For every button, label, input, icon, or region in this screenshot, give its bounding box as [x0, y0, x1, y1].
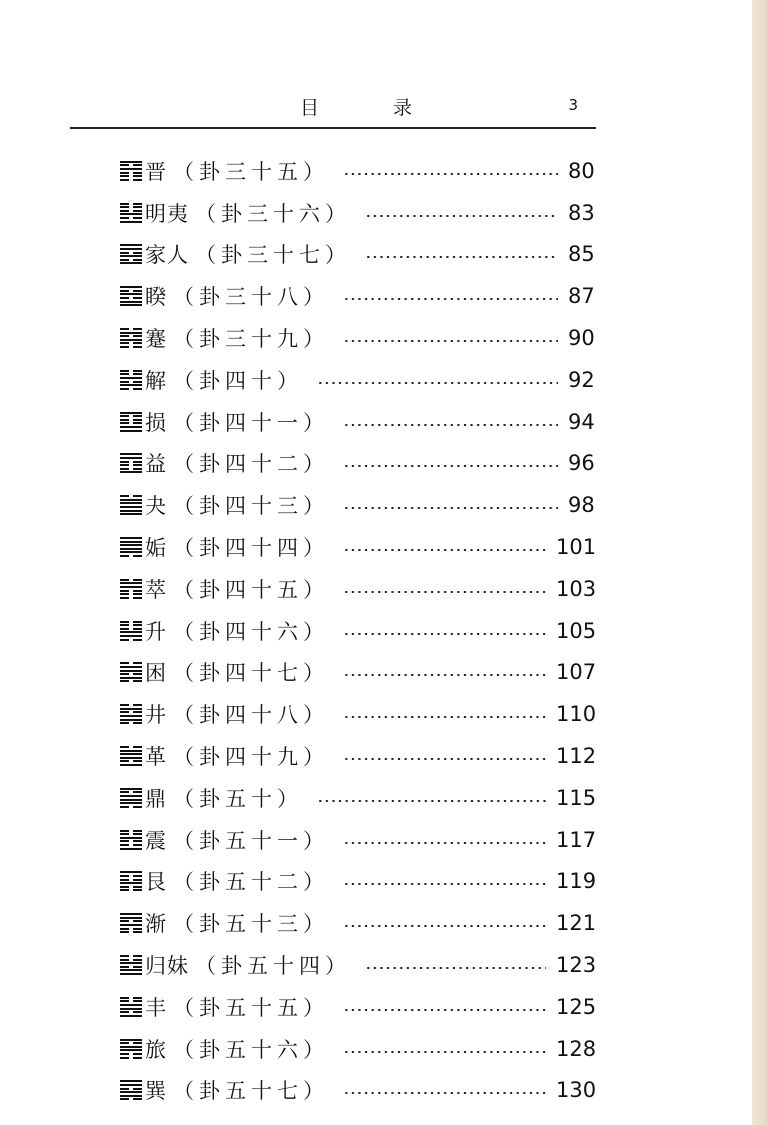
toc-entry[interactable]	[120, 1028, 600, 1070]
entry-number: （卦四十一）	[173, 410, 329, 435]
dot-leader	[343, 298, 558, 300]
hexagram-icon	[120, 370, 142, 390]
hexagram-icon	[120, 244, 142, 264]
hexagram-icon	[120, 788, 142, 808]
entry-number: （卦四十三）	[173, 494, 329, 519]
hexagram-icon	[120, 161, 142, 181]
hexagram-icon	[120, 955, 142, 975]
entry-number: （卦五十七）	[173, 1079, 329, 1104]
hexagram-icon	[120, 579, 142, 599]
hexagram-icon	[120, 997, 142, 1017]
hexagram-icon	[120, 871, 142, 891]
entry-page-number: 112	[556, 744, 597, 769]
entry-number: （卦五十二）	[173, 870, 329, 895]
toc-entry[interactable]	[120, 192, 600, 234]
toc-entry[interactable]	[120, 568, 600, 610]
entry-page-number: 80	[568, 158, 595, 183]
hexagram-icon	[120, 704, 142, 724]
dot-leader	[343, 465, 558, 467]
toc-entry[interactable]	[120, 735, 600, 777]
toc-entry[interactable]	[120, 234, 600, 276]
entry-page-number: 83	[568, 200, 595, 225]
entry-page-number: 98	[568, 493, 595, 518]
hexagram-icon	[120, 203, 142, 223]
entry-page-number: 85	[568, 242, 595, 267]
entry-page-number: 105	[556, 618, 597, 643]
dot-leader	[343, 1009, 546, 1011]
dot-leader	[343, 842, 546, 844]
toc-entry[interactable]	[120, 443, 600, 485]
entry-page-number: 128	[556, 1036, 597, 1061]
book-spine-edge	[752, 0, 767, 1125]
entry-title: 解	[145, 368, 167, 393]
entry-number: （卦四十八）	[173, 703, 329, 728]
entry-number: （卦三十七）	[195, 243, 351, 268]
hexagram-icon	[120, 913, 142, 933]
entry-page-number: 92	[568, 367, 595, 392]
toc-entry[interactable]	[120, 777, 600, 819]
hexagram-icon	[120, 328, 142, 348]
toc-entry[interactable]	[120, 526, 600, 568]
hexagram-icon	[120, 495, 142, 515]
entry-title: 震	[145, 828, 167, 853]
dot-leader	[317, 382, 558, 384]
page-title: 目 录	[300, 97, 447, 119]
header-rule	[70, 127, 596, 129]
entry-title: 艮	[145, 870, 167, 895]
entry-number: （卦四十四）	[173, 536, 329, 561]
entry-page-number: 119	[556, 869, 597, 894]
hexagram-icon	[120, 621, 142, 641]
entry-number: （卦五十五）	[173, 995, 329, 1020]
entry-page-number: 94	[568, 409, 595, 434]
entry-title: 家人	[145, 243, 189, 268]
entry-page-number: 110	[556, 702, 597, 727]
entry-title: 井	[145, 703, 167, 728]
toc-entry[interactable]	[120, 986, 600, 1028]
dot-leader	[343, 1092, 546, 1094]
entry-title: 鼎	[145, 786, 167, 811]
entry-number: （卦五十）	[173, 786, 303, 811]
dot-leader	[365, 215, 558, 217]
entry-title: 明夷	[145, 201, 189, 226]
toc-entry[interactable]	[120, 902, 600, 944]
dot-leader	[343, 173, 558, 175]
entry-title: 革	[145, 745, 167, 770]
entry-title: 睽	[145, 285, 167, 310]
entry-number: （卦四十七）	[173, 661, 329, 686]
entry-number: （卦三十五）	[173, 159, 329, 184]
toc-entry[interactable]	[120, 484, 600, 526]
toc-entry[interactable]	[120, 610, 600, 652]
header-page-number: 3	[568, 96, 578, 114]
dot-leader	[343, 1051, 546, 1053]
toc-entry[interactable]	[120, 359, 600, 401]
entry-title: 晋	[145, 159, 167, 184]
toc-entry[interactable]	[120, 693, 600, 735]
entry-page-number: 103	[556, 576, 597, 601]
hexagram-icon	[120, 286, 142, 306]
dot-leader	[343, 716, 546, 718]
entry-title: 升	[145, 619, 167, 644]
toc-entry[interactable]	[120, 1070, 600, 1112]
hexagram-icon	[120, 1080, 142, 1100]
dot-leader	[343, 591, 546, 593]
hexagram-icon	[120, 537, 142, 557]
entry-title: 姤	[145, 536, 167, 561]
entry-number: （卦四十二）	[173, 452, 329, 477]
toc-entry[interactable]	[120, 819, 600, 861]
entry-title: 丰	[145, 995, 167, 1020]
dot-leader	[343, 507, 558, 509]
entry-title: 巽	[145, 1079, 167, 1104]
entry-title: 萃	[145, 577, 167, 602]
toc-entry[interactable]	[120, 944, 600, 986]
toc-entry[interactable]	[120, 401, 600, 443]
entry-page-number: 125	[556, 994, 597, 1019]
dot-leader	[343, 674, 546, 676]
table-of-contents	[120, 150, 600, 1111]
entry-number: （卦四十九）	[173, 745, 329, 770]
entry-number: （卦三十八）	[173, 285, 329, 310]
hexagram-icon	[120, 746, 142, 766]
running-header	[70, 90, 596, 120]
entry-page-number: 130	[556, 1078, 597, 1103]
entry-number: （卦四十六）	[173, 619, 329, 644]
dot-leader	[343, 424, 558, 426]
entry-page-number: 121	[556, 911, 597, 936]
entry-title: 益	[145, 452, 167, 477]
toc-entry[interactable]	[120, 317, 600, 359]
entry-title: 损	[145, 410, 167, 435]
entry-title: 夬	[145, 494, 167, 519]
entry-number: （卦三十九）	[173, 327, 329, 352]
entry-number: （卦四十五）	[173, 577, 329, 602]
toc-entry[interactable]	[120, 652, 600, 694]
dot-leader	[343, 883, 546, 885]
entry-page-number: 96	[568, 451, 595, 476]
hexagram-icon	[120, 830, 142, 850]
toc-entry[interactable]	[120, 861, 600, 903]
toc-entry[interactable]	[120, 150, 600, 192]
hexagram-icon	[120, 453, 142, 473]
entry-title: 渐	[145, 912, 167, 937]
dot-leader	[365, 256, 558, 258]
entry-page-number: 115	[556, 785, 597, 810]
entry-page-number: 123	[556, 953, 597, 978]
hexagram-icon	[120, 662, 142, 682]
entry-number: （卦三十六）	[195, 201, 351, 226]
entry-page-number: 90	[568, 326, 595, 351]
entry-page-number: 87	[568, 284, 595, 309]
hexagram-icon	[120, 1039, 142, 1059]
entry-page-number: 107	[556, 660, 597, 685]
entry-number: （卦五十一）	[173, 828, 329, 853]
entry-title: 归妹	[145, 954, 189, 979]
toc-entry[interactable]	[120, 275, 600, 317]
dot-leader	[343, 633, 546, 635]
dot-leader	[343, 925, 546, 927]
dot-leader	[343, 758, 546, 760]
dot-leader	[365, 967, 546, 969]
entry-title: 旅	[145, 1037, 167, 1062]
entry-number: （卦五十三）	[173, 912, 329, 937]
entry-page-number: 101	[556, 535, 597, 560]
entry-number: （卦五十六）	[173, 1037, 329, 1062]
dot-leader	[317, 800, 546, 802]
entry-title: 困	[145, 661, 167, 686]
entry-title: 蹇	[145, 327, 167, 352]
dot-leader	[343, 549, 546, 551]
entry-number: （卦四十）	[173, 368, 303, 393]
entry-number: （卦五十四）	[195, 954, 351, 979]
entry-page-number: 117	[556, 827, 597, 852]
dot-leader	[343, 340, 558, 342]
hexagram-icon	[120, 412, 142, 432]
